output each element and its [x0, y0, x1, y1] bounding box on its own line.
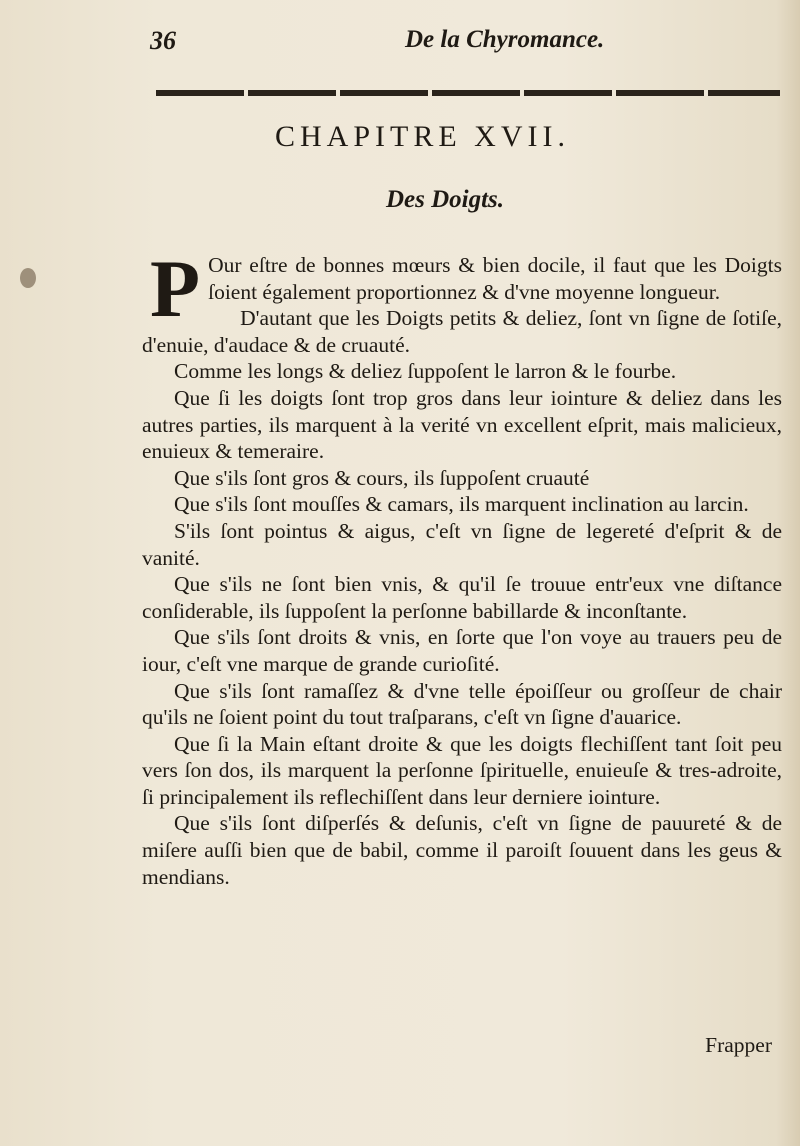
catchword: Frapper [705, 1033, 772, 1057]
paragraph: Comme les longs & deliez ſuppoſent le larron & le fourbe. [174, 359, 677, 384]
body-text [142, 243, 782, 890]
page-header [0, 22, 800, 62]
chapter-title: CHAPITRE XVII. [275, 120, 570, 153]
running-title: De la Chyromance. [405, 26, 605, 53]
section-title: Des Doigts. [385, 186, 505, 213]
paragraph: Que s'ils ſont diſperſés & deſunis, c'eſt vn ſigne de pauureté & de miſere auſſi bien que de babil, comme il paroiſt ſouuent dans les geus & mendians. [142, 811, 782, 889]
paragraph: Que s'ils ſont ramaſſez & d'vne telle époiſſeur ou groſſeur de chair qu'ils ne ſoient point du tout traſparans, c'eſt vn ſigne d'auarice. [142, 678, 782, 730]
paragraph: Que s'ils ne ſont bien vnis, & qu'il ſe trouue entr'eux vne diſtance conſiderable, ils ſuppoſent la perſonne babillarde & inconſtante. [142, 572, 782, 623]
paragraph: D'autant que les Doigts petits & deliez, ſont vn ſigne de ſotiſe, d'enuie, d'audace & de cruauté. [142, 306, 782, 357]
ink-blot [20, 268, 36, 288]
paragraph: S'ils ſont pointus & aigus, c'eſt vn ſigne de legereté d'eſprit & de vanité. [142, 518, 782, 570]
paragraph: Que s'ils ſont gros & cours, ils ſuppoſent cruauté [174, 465, 590, 490]
paragraph: Que ſi la Main eſtant droite & que les doigts flechiſſent tant ſoit peu vers ſon dos, ils marquent la perſonne ſpirituelle, enuieuſe & tres-adroite, ſi principalement ils reflechiſſent dans leur derniere iointure. [142, 731, 782, 809]
paragraph: Que s'ils ſont droits & vnis, en ſorte que l'on voye au trauers peu de iour, c'eſt vne marque de grande curioſité. [142, 625, 782, 676]
page-number: 36 [150, 26, 176, 55]
paragraph: Que ſi les doigts ſont trop gros dans leur iointure & deliez dans les autres parties, ils marquent à la verité vn excellent eſprit, mais malicieux, enuieux & temeraire. [142, 385, 782, 464]
header-rule [156, 90, 780, 96]
drop-cap: P [150, 243, 201, 334]
paragraph-text: Our eſtre de bonnes mœurs & bien docile, il faut que les Doigts ſoient également proportionnez & d'vne moyenne longueur. [208, 253, 782, 304]
paragraph: Que s'ils ſont mouſſes & camars, ils marquent inclination au larcin. [174, 492, 749, 517]
